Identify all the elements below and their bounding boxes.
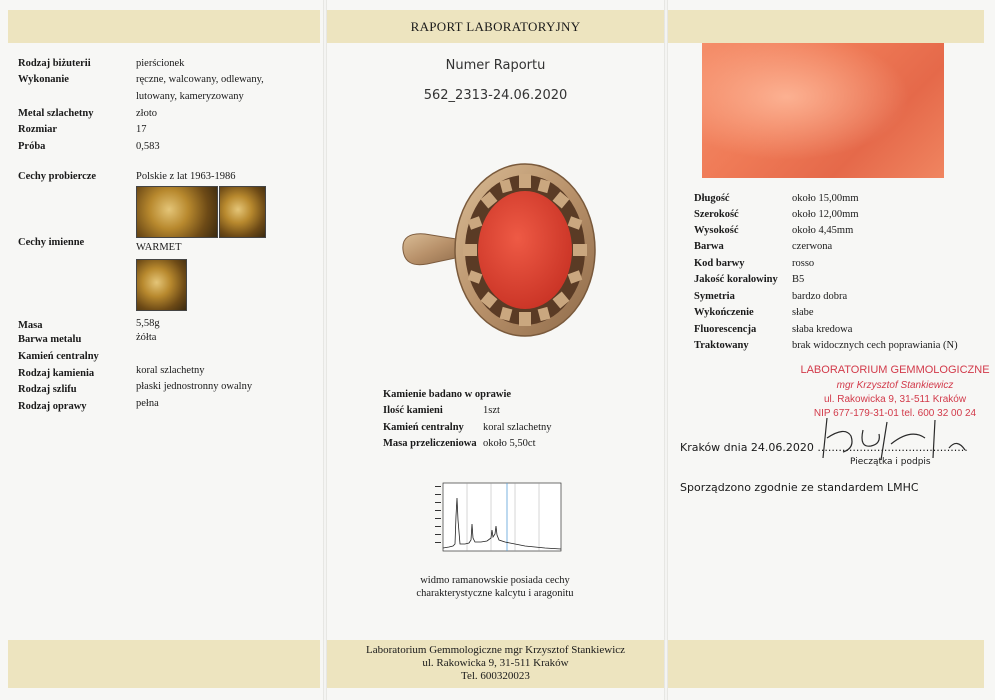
field-label: Kamień centralny	[18, 351, 99, 362]
report-title: RAPORT LABORATORYJNY	[410, 19, 581, 34]
footer-address	[327, 644, 664, 683]
raman-caption-line-2: charakterystyczne kalcytu i aragonitu	[416, 588, 574, 599]
field-value: słaba kredowa	[792, 324, 853, 335]
field-label: Symetria	[694, 291, 735, 302]
field-label: Rodzaj kamienia	[18, 368, 95, 379]
field-label: Barwa metalu	[18, 334, 82, 345]
report-number: 562_2313-24.06.2020	[423, 88, 568, 103]
coral-stone	[478, 191, 572, 309]
field-label: Rodzaj oprawy	[18, 401, 87, 412]
field-label: Barwa	[694, 241, 724, 252]
report-number-label: Numer Raportu	[445, 58, 546, 73]
field-value: ręczne, walcowany, odlewany,	[136, 74, 264, 85]
raman-caption-line-1: widmo ramanowskie posiada cechy	[420, 575, 570, 586]
field-label: Rodzaj biżuterii	[18, 58, 91, 69]
field-value: 1szt	[483, 405, 500, 416]
fold-line-left	[323, 0, 327, 700]
field-label: Próba	[18, 141, 46, 152]
field-label: Jakość koralowiny	[694, 274, 778, 285]
field-value: bardzo dobra	[792, 291, 848, 302]
field-value: około 5,50ct	[483, 438, 536, 449]
field-value: płaski jednostronny owalny	[136, 381, 253, 392]
field-label: Metal szlachetny	[18, 108, 94, 119]
field-label: Cechy probiercze	[18, 171, 97, 182]
field-label: Wykonanie	[18, 74, 69, 85]
field-value: słabe	[792, 307, 814, 318]
field-value: Polskie z lat 1963-1986	[136, 171, 236, 182]
field-value: czerwona	[792, 241, 833, 252]
field-value: brak widocznych cech poprawiania (N)	[792, 340, 958, 351]
stamp-line-4: NIP 677-179-31-01 tel. 600 32 00 24	[813, 408, 977, 419]
stamp-line-2: mgr Krzysztof Stankiewicz	[836, 380, 954, 391]
field-value: rosso	[792, 258, 815, 269]
field-label: Kamień centralny	[383, 422, 464, 433]
assay-mark-photo-1	[136, 186, 218, 238]
raman-caption	[380, 574, 610, 600]
field-label: Rozmiar	[18, 124, 58, 135]
footer-line-1: Laboratorium Gemmologiczne mgr Krzysztof Stankiewicz	[365, 644, 626, 656]
field-value: B5	[792, 274, 805, 285]
field-value: WARMET	[136, 242, 182, 253]
footer-line-3: Tel. 600320023	[461, 670, 530, 682]
bottom-band-right	[668, 640, 984, 688]
field-value: pełna	[136, 398, 159, 409]
stamp-signature-caption: Pieczątka i podpis	[850, 457, 931, 467]
field-value: 0,583	[136, 141, 160, 152]
maker-mark-photo	[136, 259, 187, 311]
spectrum-axis-ticks	[435, 486, 441, 543]
field-value: koral szlachetny	[483, 422, 552, 433]
field-value: koral szlachetny	[136, 365, 205, 376]
field-value: złoto	[136, 108, 157, 119]
field-label: Rodzaj szlifu	[18, 384, 77, 395]
place-date-line: Kraków dnia 24.06.2020 ...........................................	[680, 441, 968, 454]
bottom-band-left	[8, 640, 320, 688]
ring-photo	[395, 160, 605, 340]
field-value: około 12,00mm	[792, 209, 859, 220]
field-value: około 4,45mm	[792, 225, 854, 236]
field-value: lutowany, kameryzowany	[136, 91, 244, 102]
coral-closeup-photo	[702, 43, 944, 178]
field-label: Masa przeliczeniowa	[383, 438, 477, 449]
field-label: Masa	[18, 320, 43, 331]
standard-note: Sporządzono zgodnie ze standardem LMHC	[680, 481, 919, 494]
field-label: Wysokość	[694, 225, 739, 236]
field-label: Cechy imienne	[18, 237, 85, 248]
assay-mark-photo-2	[219, 186, 266, 238]
left-panel	[0, 0, 323, 700]
field-value: 5,58g	[136, 318, 160, 329]
stamp-line-3: ul. Rakowicka 9, 31-511 Kraków	[823, 394, 967, 405]
field-label: Kod barwy	[694, 258, 745, 269]
top-band-left	[8, 10, 320, 43]
field-label: Szerokość	[694, 209, 739, 220]
field-value: żółta	[136, 332, 157, 343]
field-value: pierścionek	[136, 58, 185, 69]
field-value: około 15,00mm	[792, 193, 859, 204]
stones-heading: Kamienie badano w oprawie	[383, 389, 512, 400]
field-value: 17	[136, 124, 147, 135]
field-label: Ilość kamieni	[383, 405, 443, 416]
field-label: Długość	[694, 193, 730, 204]
field-label: Fluorescencja	[694, 324, 757, 335]
fold-line-right	[664, 0, 668, 700]
field-label: Wykończenie	[694, 307, 754, 318]
top-band-right	[668, 10, 984, 43]
footer-line-2: ul. Rakowicka 9, 31-511 Kraków	[422, 657, 569, 669]
raman-spectrum	[425, 480, 565, 560]
stamp-line-1: LABORATORIUM GEMMOLOGICZNE	[800, 364, 990, 376]
field-label: Traktowany	[694, 340, 749, 351]
